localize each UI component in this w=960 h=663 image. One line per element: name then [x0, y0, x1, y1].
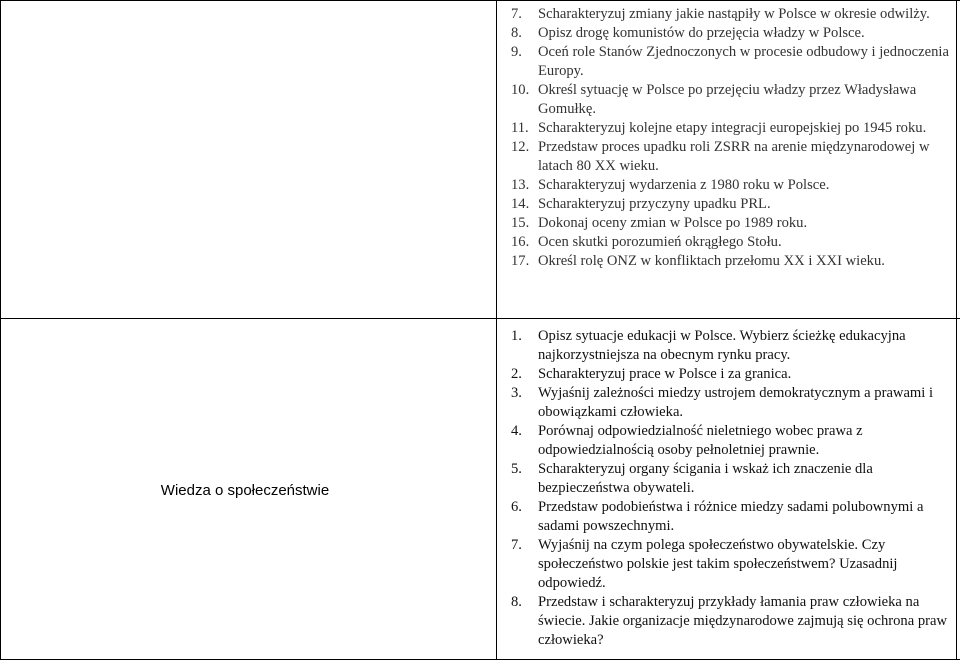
topic-item	[511, 176, 950, 195]
topic-number: 16.	[511, 234, 530, 250]
topic-number: 12.	[511, 139, 530, 155]
topic-text: Określ sytuację w Polsce po przejęciu władzy przez Władysława Gomułkę.	[538, 82, 917, 117]
topics-list-wos	[511, 327, 950, 650]
topic-number: 13.	[511, 177, 530, 193]
row-divider	[0, 318, 960, 319]
topic-text: Określ rolę ONZ w konfliktach przełomu XX i XXI wieku.	[538, 253, 885, 269]
topic-item	[511, 5, 950, 24]
topic-item	[511, 233, 950, 252]
topic-text: Scharakteryzuj kolejne etapy integracji europejskiej po 1945 roku.	[538, 120, 927, 136]
topic-item	[511, 365, 950, 384]
topic-number: 9.	[511, 44, 522, 60]
topic-item	[511, 593, 950, 650]
topic-text: Scharakteryzuj prace w Polsce i za granica.	[538, 366, 792, 382]
table-border-left	[0, 0, 1, 660]
topic-item	[511, 498, 950, 536]
topic-text: Dokonaj oceny zmian w Polsce po 1989 roku.	[538, 215, 808, 231]
topic-text: Opisz drogę komunistów do przejęcia władzy w Polsce.	[538, 25, 865, 41]
subject-cell: Wiedza o społeczeństwie	[160, 482, 330, 499]
topic-number: 1.	[511, 328, 522, 344]
table-border-bottom	[0, 659, 960, 660]
topic-text: Wyjaśnij zależności miedzy ustrojem demokratycznym a prawami i obowiązkami człowieka.	[538, 385, 934, 420]
topic-text: Przedstaw podobieństwa i różnice miedzy sadami polubownymi a sadami powszechnymi.	[538, 499, 924, 534]
topic-item	[511, 119, 950, 138]
topic-number: 2.	[511, 366, 522, 382]
topic-item	[511, 81, 950, 119]
topic-text: Porównaj odpowiedzialność nieletniego wobec prawa z odpowiedzialnością osoby pełnoletniej prawnie.	[538, 423, 863, 458]
topic-number: 8.	[511, 594, 522, 610]
topic-number: 6.	[511, 499, 522, 515]
topic-item	[511, 422, 950, 460]
topic-item	[511, 460, 950, 498]
topic-text: Scharakteryzuj zmiany jakie nastąpiły w Polsce w okresie odwilży.	[538, 6, 930, 22]
topic-text: Scharakteryzuj przyczyny upadku PRL.	[538, 196, 771, 212]
table-border-right	[956, 0, 957, 660]
topic-text: Wyjaśnij na czym polega społeczeństwo obywatelskie. Czy społeczeństwo polskie jest takim społeczeństwem? Uzasadnij odpowiedź.	[538, 537, 898, 591]
topic-number: 7.	[511, 6, 522, 22]
topic-text: Scharakteryzuj organy ścigania i wskaż ich znaczenie dla bezpieczeństwa obywateli.	[538, 461, 873, 496]
topic-text: Przedstaw proces upadku roli ZSRR na arenie międzynarodowej w latach 80 XX wieku.	[538, 139, 930, 174]
column-divider	[496, 0, 497, 660]
topic-item	[511, 252, 950, 271]
topic-text: Ocen skutki porozumień okrągłego Stołu.	[538, 234, 782, 250]
topic-text: Oceń role Stanów Zjednoczonych w procesie odbudowy i jednoczenia Europy.	[538, 44, 949, 79]
topic-number: 11.	[511, 120, 529, 136]
topic-text: Opisz sytuacje edukacji w Polsce. Wybierz ścieżkę edukacyjna najkorzystniejsza na obecnym rynku pracy.	[538, 328, 906, 363]
topic-number: 5.	[511, 461, 522, 477]
topic-item	[511, 195, 950, 214]
topic-text: Scharakteryzuj wydarzenia z 1980 roku w Polsce.	[538, 177, 830, 193]
topic-number: 14.	[511, 196, 530, 212]
table-border-top	[0, 0, 960, 1]
topic-item	[511, 384, 950, 422]
topic-item	[511, 24, 950, 43]
topic-number: 3.	[511, 385, 522, 401]
topic-number: 17.	[511, 253, 530, 269]
topics-list-continued	[511, 5, 950, 271]
topic-item	[511, 536, 950, 593]
topic-item	[511, 327, 950, 365]
topic-text: Przedstaw i scharakteryzuj przykłady łamania praw człowieka na świecie. Jakie organizacje międzynarodowe zajmują się ochrona praw człowieka?	[538, 594, 947, 648]
topic-number: 7.	[511, 537, 522, 553]
topic-item	[511, 43, 950, 81]
topic-item	[511, 214, 950, 233]
topic-number: 15.	[511, 215, 530, 231]
topic-number: 10.	[511, 82, 530, 98]
topic-number: 4.	[511, 423, 522, 439]
topic-item	[511, 138, 950, 176]
topic-number: 8.	[511, 25, 522, 41]
